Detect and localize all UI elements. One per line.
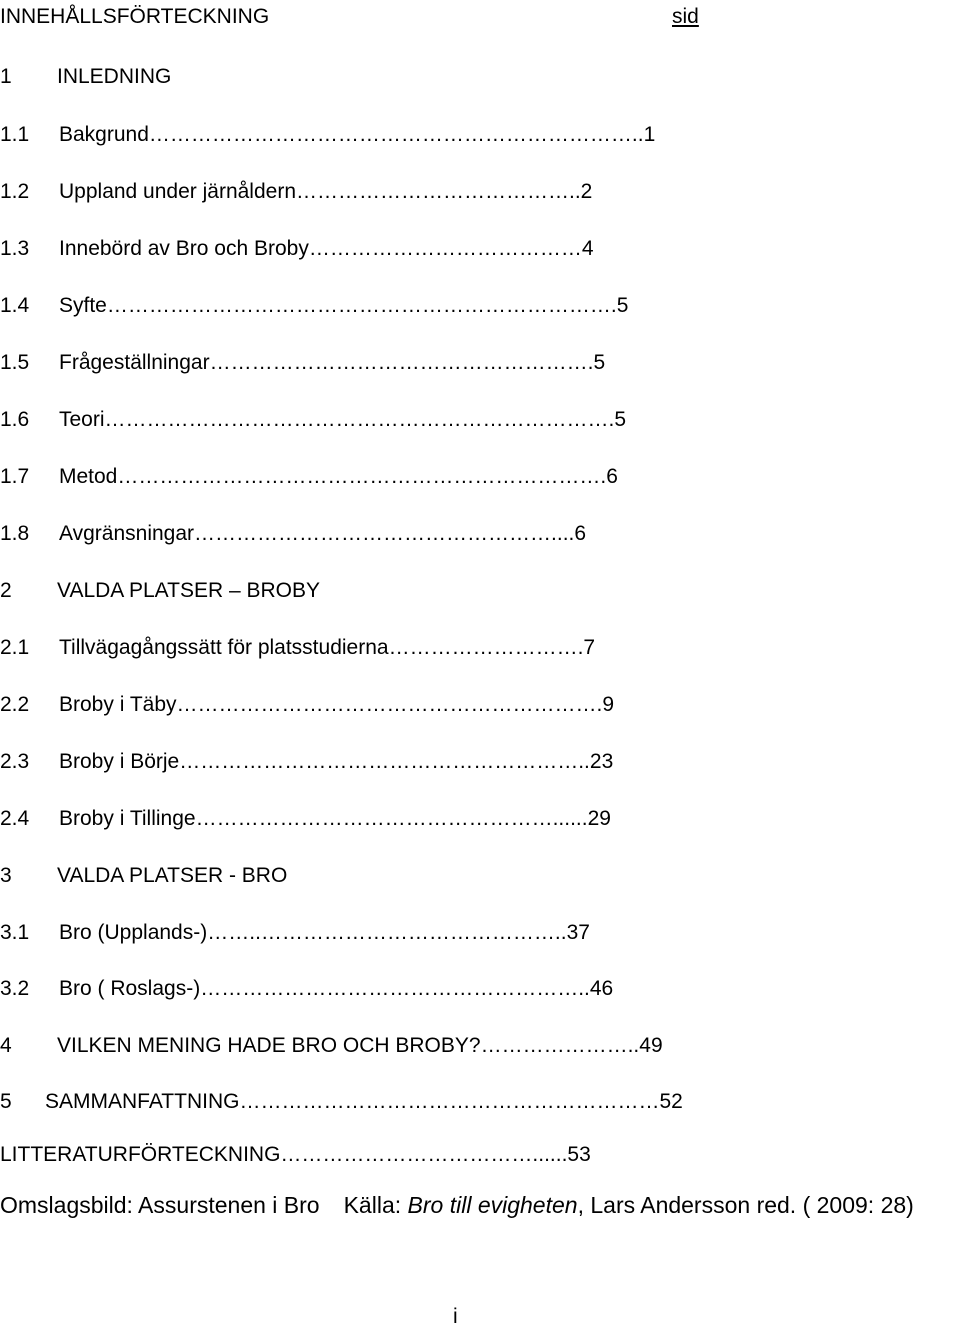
toc-entry-title: Bro (Upplands-)	[59, 921, 208, 944]
caption-book-title: Bro till evigheten	[407, 1192, 578, 1218]
toc-entry-page: 1	[643, 123, 656, 146]
toc-entry-title: Innebörd av Bro och Broby	[59, 237, 309, 260]
toc-entry-page: 49	[639, 1034, 663, 1057]
toc-entry-leader: …………………………………………………….	[176, 693, 603, 716]
toc-entry-number: 1.5	[0, 351, 30, 374]
toc-entry-leader: ………………………………………………..	[200, 977, 590, 1000]
toc-entry-title: LITTERATURFÖRTECKNING	[0, 1143, 281, 1166]
toc-entry-number: 1.6	[0, 408, 30, 431]
toc-entry-number: 2.3	[0, 750, 30, 773]
toc-entry	[0, 922, 590, 943]
toc-entry-leader: …………………………………	[308, 237, 582, 260]
toc-entry-leader: ……………………………………………....	[194, 522, 575, 545]
toc-entry-number: 1.3	[0, 237, 30, 260]
toc-entry-leader: ……………………………………………………	[239, 1090, 660, 1113]
toc-entry-title: Broby i Börje	[59, 750, 180, 773]
toc-entry-page: 5	[616, 294, 629, 317]
toc-entry-page: 29	[587, 807, 611, 830]
toc-entry-title: Frågeställningar	[59, 351, 210, 374]
toc-entry-title: Teori	[59, 408, 105, 431]
toc-entry-page: 4	[581, 237, 594, 260]
toc-entry-page: 53	[567, 1143, 591, 1166]
toc-entry-title: Metod	[59, 465, 118, 488]
toc-entry-number: 1	[0, 65, 12, 88]
toc-entry	[0, 694, 614, 715]
toc-entry-page: 2	[580, 180, 593, 203]
toc-entry	[0, 66, 171, 87]
toc-entry-leader: ……..……………………………………..	[207, 921, 567, 944]
caption-rest: , Lars Andersson red. ( 2009: 28)	[577, 1192, 914, 1218]
toc-entry-title: Broby i Tillinge	[59, 807, 196, 830]
toc-entry-title: Tillvägagångssätt för platsstudierna	[59, 636, 389, 659]
toc-entry-page: 46	[589, 977, 614, 1000]
toc-entry-page: 52	[659, 1090, 683, 1113]
toc-entry	[0, 808, 611, 829]
toc-entry-leader: ……………………………………………......	[195, 807, 588, 830]
toc-entry-title: Avgränsningar	[59, 522, 195, 545]
toc-entry	[0, 238, 594, 259]
toc-entry-leader: ……………………….	[388, 636, 584, 659]
toc-entry-page: 9	[602, 693, 615, 716]
toc-entry-number: 2.2	[0, 693, 30, 716]
toc-entry	[0, 978, 613, 999]
toc-entry-leader: …………………………………..	[296, 180, 581, 203]
toc-entry-leader: ……………………………………………….	[209, 351, 594, 374]
toc-entry	[0, 751, 613, 772]
toc-entry-page: 6	[574, 522, 587, 545]
toc-entry-leader: ………………………………......	[280, 1143, 568, 1166]
toc-entry-number: 3.2	[0, 977, 30, 1000]
toc-entry-leader: …………………………………………………………….	[117, 465, 607, 488]
toc-title	[0, 6, 269, 27]
toc-entry-number: 5	[0, 1090, 12, 1113]
toc-entry	[0, 865, 287, 886]
caption-source-label: Källa:	[343, 1192, 402, 1218]
toc-entry-page: 6	[606, 465, 618, 488]
toc-entry	[0, 409, 626, 430]
toc-entry-title: VALDA PLATSER - BRO	[57, 864, 288, 887]
toc-entry	[0, 523, 586, 544]
toc-entry-number: 4	[0, 1034, 12, 1057]
toc-entry-number: 2.1	[0, 636, 30, 659]
toc-entry-title: Syfte	[59, 294, 107, 317]
toc-entry-page: 37	[566, 921, 590, 944]
toc-entry-title: Bro ( Roslags-)	[59, 977, 201, 1000]
toc-entry-title: VILKEN MENING HADE BRO OCH BROBY?	[57, 1034, 481, 1057]
toc-entry-number: 3	[0, 864, 12, 887]
caption-left: Omslagsbild: Assurstenen i Bro	[0, 1192, 320, 1218]
toc-entry-page: 7	[583, 636, 596, 659]
toc-entry	[0, 352, 605, 373]
toc-entry-number: 1.4	[0, 294, 30, 317]
toc-entry-number: 2	[0, 579, 12, 602]
toc-entry	[0, 295, 628, 316]
toc-entry-page: 5	[614, 408, 627, 431]
toc-entry-number: 3.1	[0, 921, 30, 944]
toc-entry-leader: …………………..	[480, 1034, 640, 1057]
toc-entry-title: Bakgrund	[59, 123, 149, 146]
toc-entry-leader: ……………………………………………………………….	[106, 294, 617, 317]
toc-entry	[0, 1091, 683, 1112]
toc-entry-leader: …………………………………………………..	[179, 750, 590, 773]
toc-entry-leader: ……………………………………………………………….	[104, 408, 615, 431]
page-number: i	[453, 1305, 458, 1328]
toc-entry	[0, 1144, 591, 1165]
toc-entry	[0, 466, 618, 487]
toc-entry-number: 1.2	[0, 180, 30, 203]
toc-entry-page: 5	[593, 351, 606, 374]
toc-entry-number: 1.7	[0, 465, 30, 488]
toc-entry-page: 23	[589, 750, 614, 773]
toc-entry-title: Broby i Täby	[59, 693, 177, 716]
toc-entry	[0, 181, 592, 202]
toc-entry-title: INLEDNING	[57, 65, 172, 88]
toc-entry	[0, 580, 320, 601]
toc-entry	[0, 637, 595, 658]
toc-heading: INNEHÅLLSFÖRTECKNING	[0, 5, 270, 28]
toc-entry-number: 1.1	[0, 123, 30, 146]
toc-entry	[0, 124, 655, 145]
toc-entry	[0, 1035, 663, 1056]
toc-entry-title: Uppland under järnåldern	[59, 180, 296, 203]
sid-label: sid	[672, 5, 699, 28]
toc-entry-leader: ……………………………………………………………..	[148, 123, 644, 146]
toc-entry-title: SAMMANFATTNING	[45, 1090, 240, 1113]
toc-entry-number: 1.8	[0, 522, 30, 545]
toc-entry-title: VALDA PLATSER – BROBY	[57, 579, 320, 602]
cover-caption	[0, 1194, 914, 1217]
toc-entry-number: 2.4	[0, 807, 30, 830]
